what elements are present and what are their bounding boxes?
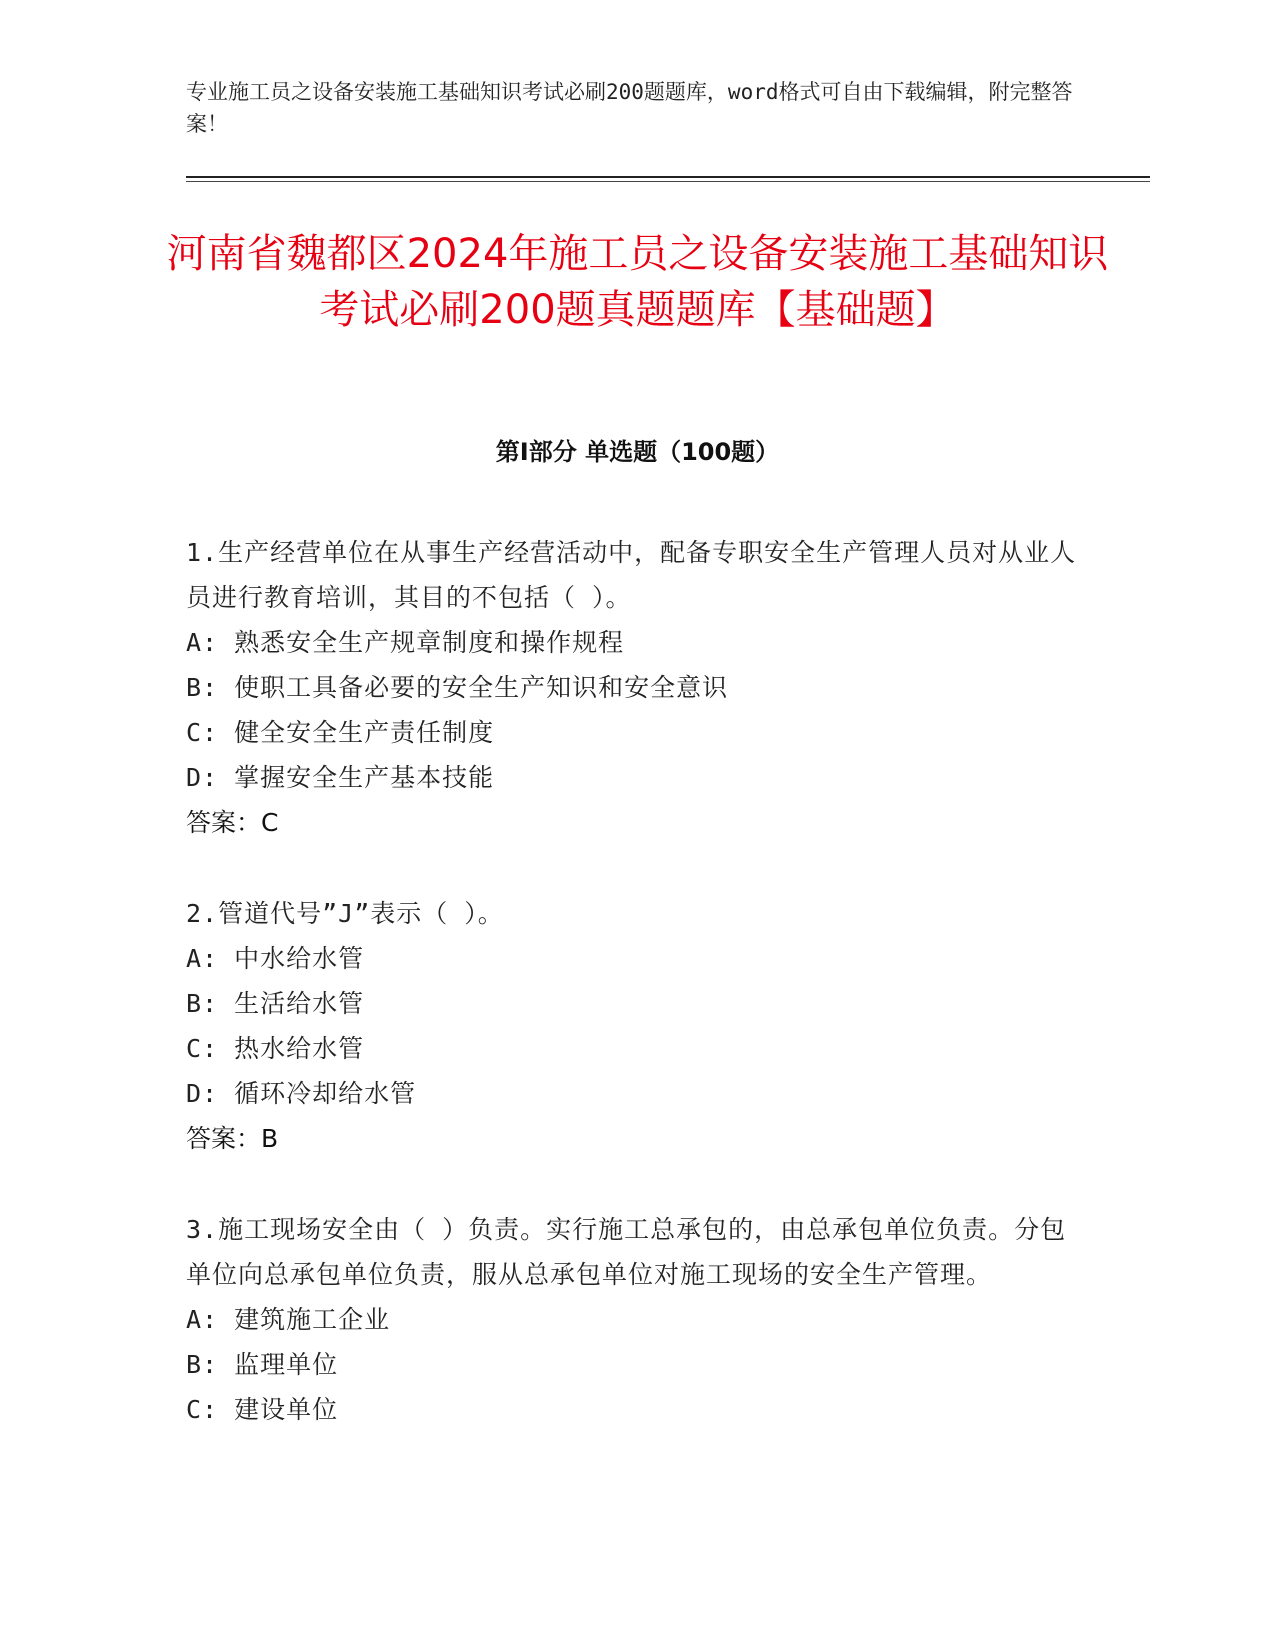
question-stem: 3.施工现场安全由（ ）负责。实行施工总承包的，由总承包单位负责。分包单位向总承包单位负责，服从总承包单位对施工现场的安全生产管理。 — [186, 1215, 1067, 1289]
header-divider-thick — [186, 176, 1150, 178]
question-stem: 1.生产经营单位在从事生产经营活动中，配备专职安全生产管理人员对从业人员进行教育培训，其目的不包括（ ）。 — [186, 538, 1077, 612]
option-c: C: 热水给水管 — [186, 1034, 365, 1063]
answer: 答案：B — [186, 1124, 279, 1153]
option-a: A: 中水给水管 — [186, 944, 365, 973]
section-title: 第I部分 单选题（100题） — [495, 438, 780, 466]
option-a: A: 建筑施工企业 — [186, 1305, 391, 1334]
answer: 答案：C — [186, 808, 279, 837]
question-stem: 2.管道代号”J”表示（ ）。 — [186, 899, 504, 928]
question-list — [186, 530, 1086, 1478]
header-note: 专业施工员之设备安装施工基础知识考试必刷200题题库，word格式可自由下载编辑，附完整答案！ — [186, 80, 1073, 136]
header-divider-thin — [186, 181, 1150, 182]
option-c: C: 健全安全生产责任制度 — [186, 718, 495, 747]
option-d: D: 循环冷却给水管 — [186, 1079, 417, 1108]
document-title: 河南省魏都区2024年施工员之设备安装施工基础知识考试必刷200题真题题库【基础题】 — [166, 231, 1109, 333]
option-c: C: 建设单位 — [186, 1395, 339, 1424]
question-2 — [186, 891, 1086, 1161]
option-b: B: 监理单位 — [186, 1350, 339, 1379]
option-b: B: 使职工具备必要的安全生产知识和安全意识 — [186, 673, 729, 702]
question-1 — [186, 530, 1086, 845]
option-b: B: 生活给水管 — [186, 989, 365, 1018]
option-d: D: 掌握安全生产基本技能 — [186, 763, 495, 792]
option-a: A: 熟悉安全生产规章制度和操作规程 — [186, 628, 625, 657]
question-3 — [186, 1207, 1086, 1432]
